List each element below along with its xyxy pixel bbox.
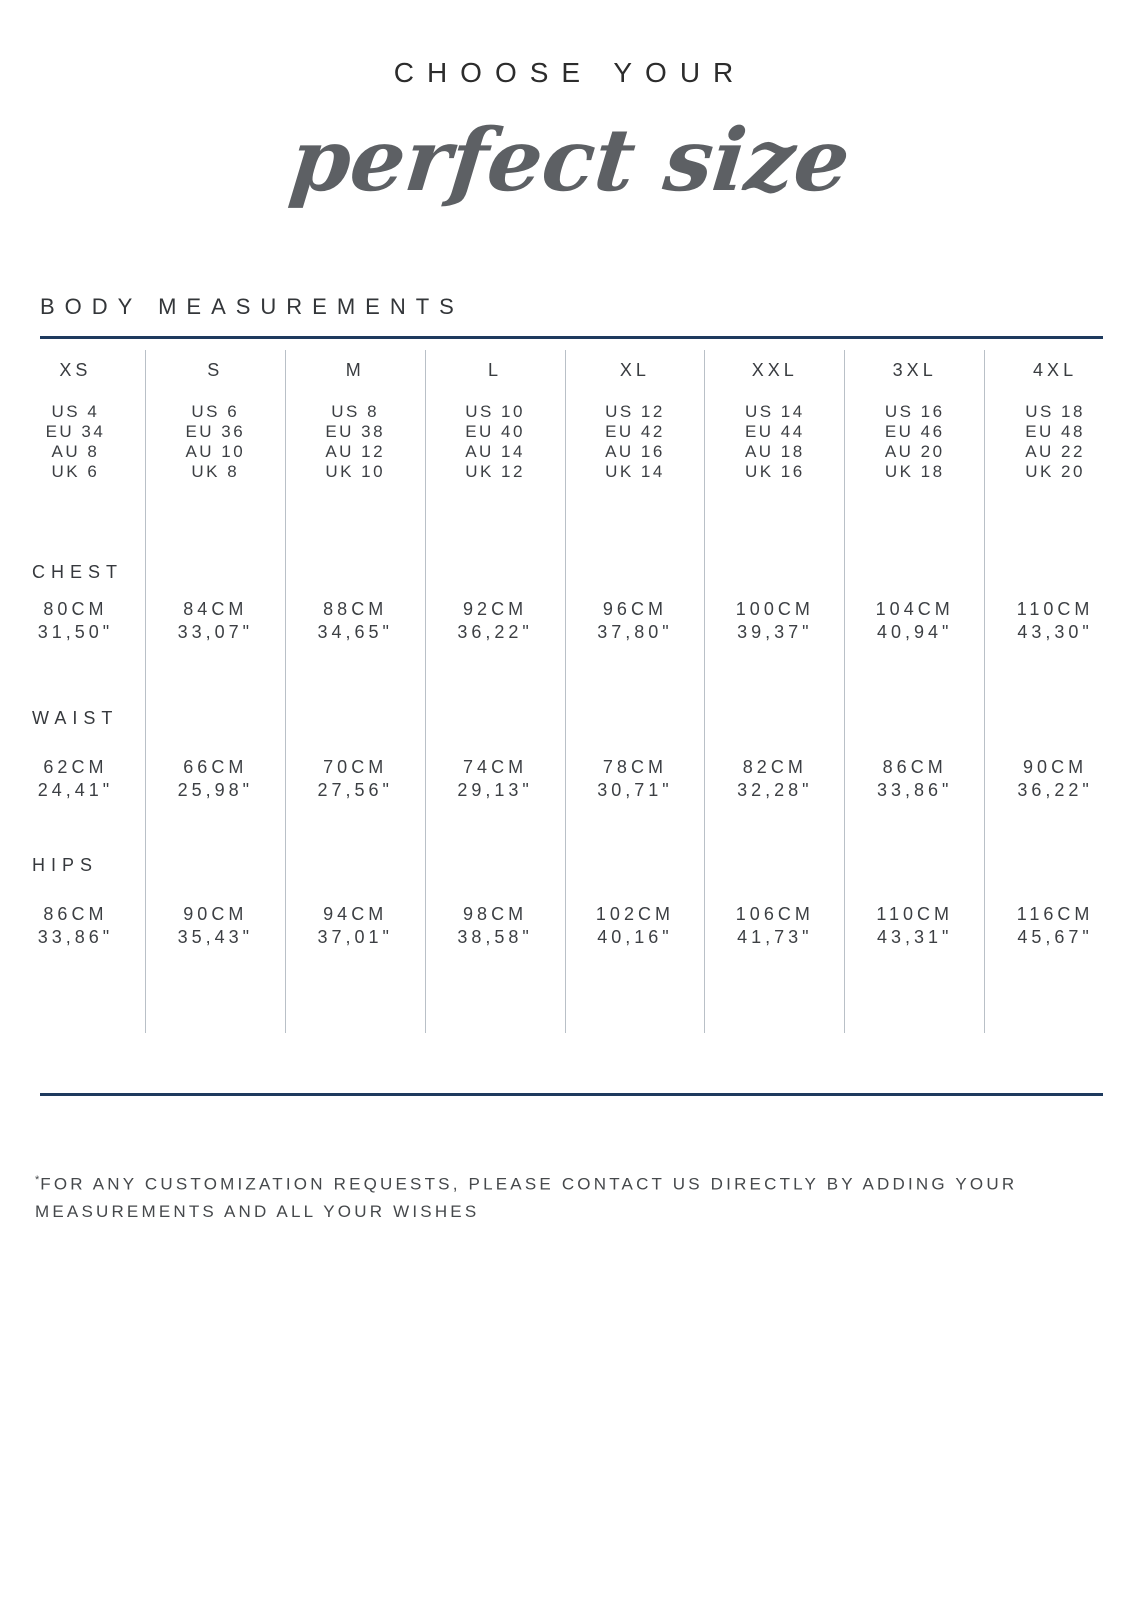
hips-cm: 110CM <box>876 904 954 924</box>
uk-size: UK 8 <box>191 462 240 481</box>
eu-size: EU 34 <box>45 422 106 441</box>
hips-value <box>146 903 285 949</box>
us-size: US 16 <box>884 402 945 421</box>
hips-value <box>426 903 565 949</box>
waist-cm: 62CM <box>43 757 108 777</box>
chest-in: 43,30" <box>1017 622 1093 642</box>
waist-in: 30,71" <box>597 780 673 800</box>
chest-cm: 80CM <box>43 599 108 619</box>
customization-footnote <box>35 1167 1040 1225</box>
us-size: US 8 <box>331 402 380 421</box>
us-size: US 12 <box>605 402 665 421</box>
size-column-l <box>426 350 566 1033</box>
chest-in: 33,07" <box>177 622 254 642</box>
hips-in: 41,73" <box>737 927 813 947</box>
hips-in: 33,86" <box>37 927 114 947</box>
hips-cm: 90CM <box>183 904 248 924</box>
hips-in: 43,31" <box>876 927 953 947</box>
au-size: AU 12 <box>325 442 386 461</box>
size-label: M <box>345 360 365 380</box>
size-conversions <box>845 402 984 482</box>
size-column-3xl <box>845 350 985 1033</box>
hips-value <box>566 903 705 949</box>
chest-in: 34,65" <box>317 622 393 642</box>
chest-in: 40,94" <box>876 622 953 642</box>
au-size: AU 18 <box>744 442 805 461</box>
hips-value <box>6 903 145 949</box>
chest-value <box>426 598 565 644</box>
waist-in: 27,56" <box>317 780 393 800</box>
hips-cm: 116CM <box>1016 904 1094 924</box>
chest-value <box>705 598 844 644</box>
eyebrow-title: CHOOSE YOUR <box>393 57 747 88</box>
body-measurements-table <box>6 350 1125 1033</box>
hips-row-label: HIPS <box>32 855 99 875</box>
waist-value <box>146 756 285 802</box>
hips-in: 45,67" <box>1017 927 1093 947</box>
chest-cm: 96CM <box>602 599 667 619</box>
waist-cm: 86CM <box>882 757 947 777</box>
waist-value <box>6 756 145 802</box>
hips-cm: 106CM <box>735 904 814 924</box>
waist-cm: 90CM <box>1023 757 1088 777</box>
bottom-rule <box>40 1093 1103 1096</box>
size-label: XL <box>619 360 650 380</box>
uk-size: UK 12 <box>465 462 525 481</box>
eu-size: EU 46 <box>884 422 945 441</box>
waist-cm: 66CM <box>183 757 248 777</box>
top-rule <box>40 336 1103 339</box>
waist-row-label: WAIST <box>32 708 119 728</box>
chest-value <box>6 598 145 644</box>
eu-size: EU 44 <box>744 422 805 441</box>
size-column-m <box>286 350 426 1033</box>
footnote-text: FOR ANY CUSTOMIZATION REQUESTS, PLEASE CONTACT US DIRECTLY BY ADDING YOUR MEASUREMENTS AND ALL YOUR WISHES <box>35 1174 1018 1221</box>
uk-size: UK 10 <box>325 462 386 481</box>
size-column-xxl <box>705 350 845 1033</box>
chest-cm: 88CM <box>323 599 388 619</box>
size-column-4xl <box>985 350 1125 1033</box>
au-size: AU 22 <box>1025 442 1085 461</box>
eu-size: EU 42 <box>605 422 665 441</box>
waist-value <box>566 756 705 802</box>
hips-in: 35,43" <box>177 927 254 947</box>
uk-size: UK 16 <box>744 462 805 481</box>
chest-in: 31,50" <box>37 622 114 642</box>
size-conversions <box>985 402 1125 482</box>
au-size: AU 10 <box>185 442 246 461</box>
chest-cm: 100CM <box>735 599 814 619</box>
size-label: 4XL <box>1033 360 1078 380</box>
hips-cm: 98CM <box>463 904 528 924</box>
au-size: AU 20 <box>884 442 945 461</box>
chest-value <box>566 598 705 644</box>
size-label: XS <box>59 360 92 380</box>
hips-value <box>985 903 1125 949</box>
section-heading: BODY MEASUREMENTS <box>40 294 464 319</box>
waist-cm: 82CM <box>742 757 807 777</box>
chest-value <box>985 598 1125 644</box>
hips-cm: 102CM <box>595 904 674 924</box>
chest-value <box>146 598 285 644</box>
waist-in: 36,22" <box>1017 780 1093 800</box>
uk-size: UK 20 <box>1025 462 1085 481</box>
size-label: 3XL <box>892 360 937 380</box>
hips-in: 40,16" <box>597 927 673 947</box>
footnote-asterisk: * <box>35 1174 41 1186</box>
eu-size: EU 40 <box>465 422 525 441</box>
chest-cm: 110CM <box>1016 599 1094 619</box>
hips-value <box>705 903 844 949</box>
waist-value <box>705 756 844 802</box>
au-size: AU 16 <box>605 442 665 461</box>
waist-value <box>286 756 425 802</box>
hips-value <box>286 903 425 949</box>
chest-row-label: CHEST <box>32 562 124 582</box>
chest-cm: 84CM <box>183 599 248 619</box>
hips-cm: 94CM <box>323 904 388 924</box>
uk-size: UK 6 <box>51 462 100 481</box>
us-size: US 14 <box>744 402 805 421</box>
eu-size: EU 38 <box>325 422 386 441</box>
size-label: S <box>207 360 224 380</box>
waist-value <box>426 756 565 802</box>
size-column-s <box>146 350 286 1033</box>
waist-in: 33,86" <box>876 780 953 800</box>
uk-size: UK 18 <box>884 462 945 481</box>
size-label: L <box>488 360 503 380</box>
eu-size: EU 48 <box>1025 422 1085 441</box>
script-title: perfect size <box>285 110 855 211</box>
chest-in: 36,22" <box>457 622 533 642</box>
waist-in: 32,28" <box>737 780 813 800</box>
size-conversions <box>705 402 844 482</box>
size-conversions <box>146 402 285 482</box>
us-size: US 18 <box>1025 402 1085 421</box>
size-column-xs <box>6 350 146 1033</box>
chest-in: 39,37" <box>737 622 813 642</box>
us-size: US 10 <box>465 402 525 421</box>
waist-cm: 74CM <box>463 757 528 777</box>
size-column-xl <box>566 350 706 1033</box>
hips-value <box>845 903 984 949</box>
hips-cm: 86CM <box>43 904 108 924</box>
au-size: AU 14 <box>465 442 525 461</box>
chest-value <box>286 598 425 644</box>
chest-in: 37,80" <box>597 622 673 642</box>
chest-value <box>845 598 984 644</box>
us-size: US 6 <box>191 402 240 421</box>
waist-in: 24,41" <box>37 780 114 800</box>
waist-cm: 70CM <box>323 757 388 777</box>
us-size: US 4 <box>51 402 100 421</box>
hips-in: 38,58" <box>457 927 533 947</box>
uk-size: UK 14 <box>605 462 665 481</box>
chest-cm: 104CM <box>875 599 954 619</box>
size-label: XXL <box>751 360 798 380</box>
chest-cm: 92CM <box>463 599 528 619</box>
waist-in: 25,98" <box>177 780 254 800</box>
au-size: AU 8 <box>51 442 100 461</box>
waist-value <box>845 756 984 802</box>
waist-value <box>985 756 1125 802</box>
size-conversions <box>6 402 145 482</box>
size-conversions <box>426 402 565 482</box>
eu-size: EU 36 <box>185 422 246 441</box>
size-conversions <box>286 402 425 482</box>
waist-in: 29,13" <box>457 780 533 800</box>
size-conversions <box>566 402 705 482</box>
waist-cm: 78CM <box>602 757 667 777</box>
hips-in: 37,01" <box>317 927 393 947</box>
